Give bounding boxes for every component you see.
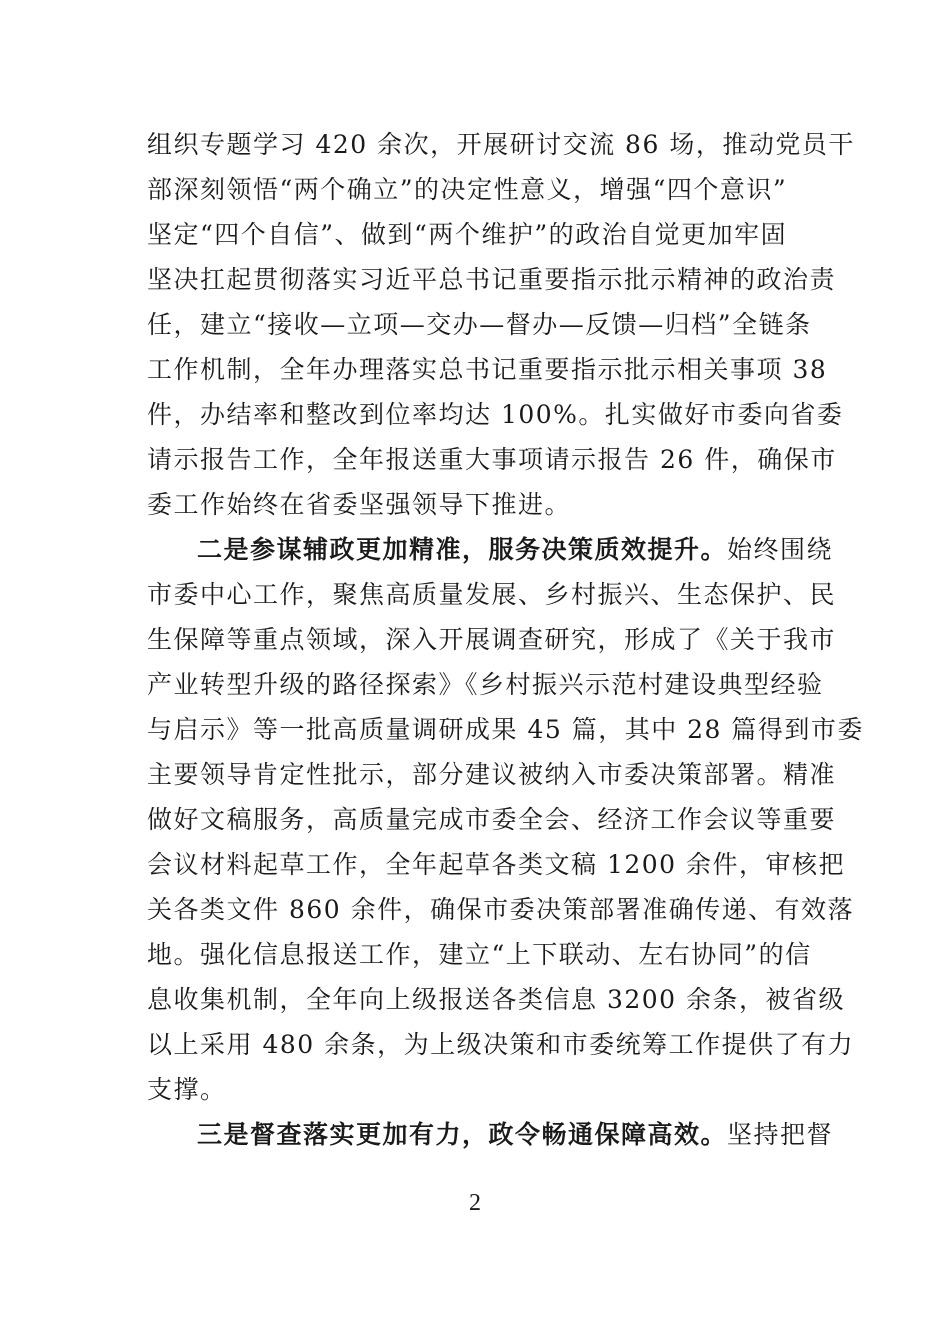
section-lead-heading: 二是参谋辅政更加精准，服务决策质效提升。 [197, 535, 728, 564]
paragraph-line: 生保障等重点领域，深入开展调查研究，形成了《关于我市 [147, 625, 837, 654]
paragraph-line: 请示报告工作，全年报送重大事项请示报告 26 件，确保市 [147, 445, 837, 474]
paragraph-line: 产业转型升级的路径探索》《乡村振兴示范村建设典型经验 [147, 670, 824, 699]
paragraph-line: 任，建立“接收—立项—交办—督办—反馈—归档”全链条 [147, 310, 812, 339]
paragraph-text: 坚持把督 [727, 1120, 834, 1149]
paragraph-line: 组织专题学习 420 余次，开展研讨交流 86 场，推动党员干 [147, 130, 855, 159]
paragraph-line: 委工作始终在省委坚强领导下推进。 [147, 490, 572, 519]
paragraph-first-line [197, 1115, 834, 1155]
paragraph-line: 主要领导肯定性批示，部分建议被纳入市委决策部署。精准 [147, 760, 837, 789]
paragraph-line: 部深刻领悟“两个确立”的决定性意义，增强“四个意识” [147, 175, 788, 204]
paragraph-line: 市委中心工作，聚焦高质量发展、乡村振兴、生态保护、民 [147, 580, 837, 609]
paragraph-line: 做好文稿服务，高质量完成市委全会、经济工作会议等重要 [147, 805, 837, 834]
paragraph-line: 关各类文件 860 余件，确保市委决策部署准确传递、有效落 [147, 895, 855, 924]
paragraph-line: 息收集机制，全年向上级报送各类信息 3200 余条，被省级 [147, 985, 846, 1014]
paragraph-line: 坚定“四个自信”、做到“两个维护”的政治自觉更加牢固 [147, 220, 788, 249]
paragraph-line: 工作机制，全年办理落实总书记重要指示批示相关事项 38 [147, 355, 828, 384]
paragraph-first-line [197, 530, 834, 570]
paragraph-line: 件，办结率和整改到位率均达 100%。扎实做好市委向省委 [147, 400, 844, 429]
paragraph-line: 地。强化信息报送工作，建立“上下联动、左右协同”的信 [147, 940, 812, 969]
paragraph-text: 始终围绕 [727, 535, 834, 564]
paragraph-line: 会议材料起草工作，全年起草各类文稿 1200 余件，审核把 [147, 850, 846, 879]
paragraph-line: 支撑。 [147, 1075, 227, 1104]
page-number: 2 [469, 1190, 481, 1216]
paragraph-line: 坚决扛起贯彻落实习近平总书记重要指示批示精神的政治责 [147, 265, 837, 294]
paragraph-line: 与启示》等一批高质量调研成果 45 篇，其中 28 篇得到市委 [147, 715, 864, 744]
section-lead-heading: 三是督查落实更加有力，政令畅通保障高效。 [197, 1120, 728, 1149]
paragraph-line: 以上采用 480 余条，为上级决策和市委统筹工作提供了有力 [147, 1030, 855, 1059]
